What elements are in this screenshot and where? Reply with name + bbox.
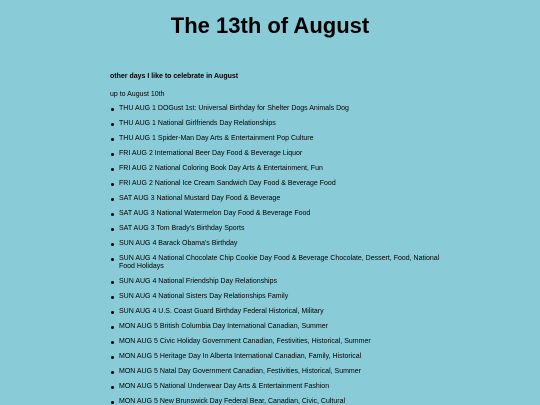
page-title: The 13th of August (170, 13, 370, 38)
list-item-text: SUN AUG 4 Barack Obama's Birthday (119, 240, 238, 247)
list-item (110, 150, 440, 158)
bullet-icon (111, 386, 114, 389)
list-item-text: THU AUG 1 Spider-Man Day Arts & Entertainment Pop Culture (119, 135, 314, 142)
content-area (110, 72, 440, 405)
celebration-days-list (110, 105, 440, 405)
list-item (110, 383, 440, 391)
list-item (110, 293, 440, 301)
bullet-icon (111, 198, 114, 201)
bullet-icon (111, 371, 114, 374)
list-item (110, 180, 440, 188)
list-item (110, 210, 440, 218)
list-item-text: MON AUG 5 British Columbia Day International Canadian, Summer (119, 323, 328, 330)
list-item-text: MON AUG 5 New Brunswick Day Federal Bear, Canadian, Civic, Cultural (119, 398, 346, 405)
list-item (110, 225, 440, 233)
bullet-icon (111, 243, 114, 246)
list-item (110, 255, 440, 271)
bullet-icon (111, 168, 114, 171)
list-item (110, 353, 440, 361)
bullet-icon (111, 281, 114, 284)
intro-text: up to August 10th (110, 91, 165, 98)
section-heading: other days I like to celebrate in August (110, 73, 239, 80)
list-item (110, 368, 440, 376)
list-item-text: SUN AUG 4 U.S. Coast Guard Birthday Federal Historical, Military (119, 308, 324, 315)
list-item-text: FRI AUG 2 International Beer Day Food & Beverage Liquor (119, 150, 303, 157)
list-item-text: THU AUG 1 National Girlfriends Day Relationships (119, 120, 276, 127)
bullet-icon (111, 228, 114, 231)
list-item-text: SAT AUG 3 National Mustard Day Food & Beverage (119, 195, 281, 202)
list-item (110, 195, 440, 203)
bullet-icon (111, 138, 114, 141)
list-item (110, 308, 440, 316)
list-item (110, 120, 440, 128)
list-item (110, 338, 440, 346)
list-item (110, 398, 440, 405)
list-item-text: MON AUG 5 Heritage Day In Alberta International Canadian, Family, Historical (119, 353, 362, 360)
bullet-icon (111, 356, 114, 359)
list-item-text: SAT AUG 3 Tom Brady's Birthday Sports (119, 225, 245, 232)
bullet-icon (111, 296, 114, 299)
list-item-text: SAT AUG 3 National Watermelon Day Food & Beverage Food (119, 210, 311, 217)
list-item-text: FRI AUG 2 National Coloring Book Day Arts & Entertainment, Fun (119, 165, 323, 172)
list-item-text: FRI AUG 2 National Ice Cream Sandwich Day Food & Beverage Food (119, 180, 336, 187)
list-item (110, 165, 440, 173)
bullet-icon (111, 153, 114, 156)
list-item (110, 323, 440, 331)
list-item (110, 278, 440, 286)
list-item-text: MON AUG 5 Civic Holiday Government Canadian, Festivities, Historical, Summer (119, 338, 371, 345)
list-item (110, 105, 440, 113)
list-item-text: SUN AUG 4 National Sisters Day Relationships Family (119, 293, 289, 300)
bullet-icon (111, 258, 114, 261)
list-item (110, 135, 440, 143)
bullet-icon (111, 183, 114, 186)
bullet-icon (111, 326, 114, 329)
bullet-icon (111, 213, 114, 216)
list-item-text: MON AUG 5 National Underwear Day Arts & Entertainment Fashion (119, 383, 330, 390)
list-item-text: SUN AUG 4 National Chocolate Chip Cookie Day Food & Beverage Chocolate, Dessert, Food, National Food Holidays (119, 255, 440, 270)
bullet-icon (111, 401, 114, 404)
list-item-text: THU AUG 1 DOGust 1st: Universal Birthday for Shelter Dogs Animals Dog (119, 105, 349, 112)
bullet-icon (111, 123, 114, 126)
list-item (110, 240, 440, 248)
bullet-icon (111, 341, 114, 344)
list-item-text: SUN AUG 4 National Friendship Day Relationships (119, 278, 277, 285)
list-item-text: MON AUG 5 Natal Day Government Canadian, Festivities, Historical, Summer (119, 368, 361, 375)
bullet-icon (111, 108, 114, 111)
bullet-icon (111, 311, 114, 314)
